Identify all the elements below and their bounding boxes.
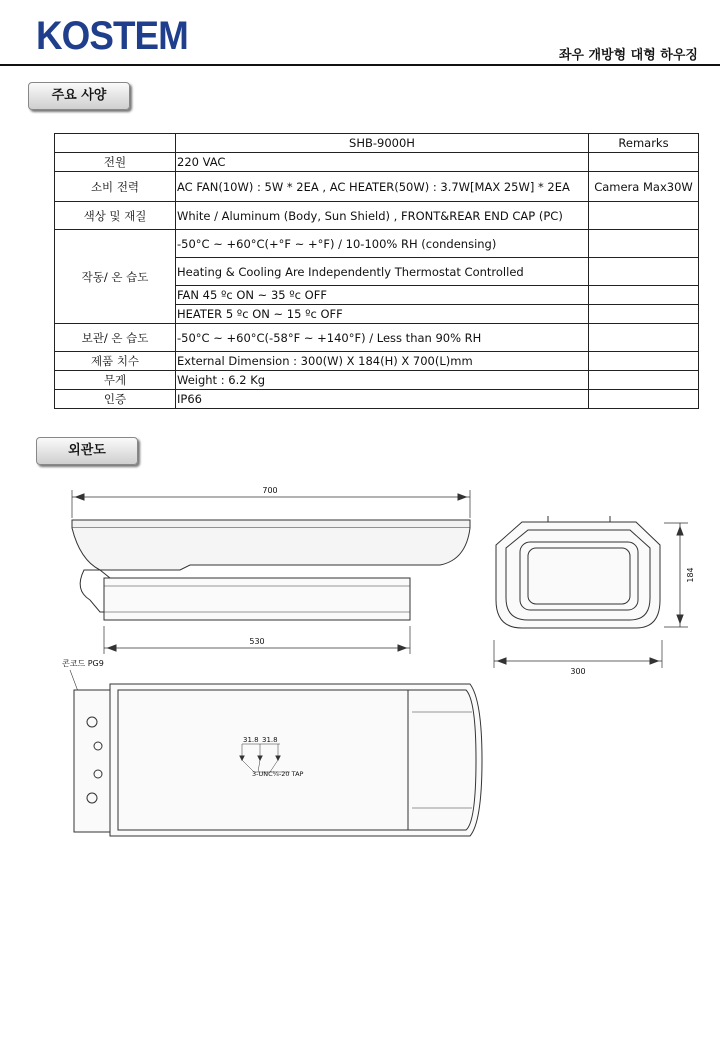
cert-value: IP66 — [176, 390, 589, 409]
tap-spacing-1: 31.8 — [243, 736, 259, 744]
storage-value: -50°C ~ +60°C(-58°F ~ +140°F) / Less than 90% RH — [176, 324, 589, 352]
power-label: 전원 — [55, 153, 176, 172]
length-dimension: 700 — [262, 486, 278, 495]
table-row — [55, 390, 699, 409]
weight-value: Weight : 6.2 Kg — [176, 371, 589, 390]
operating-line: FAN 45 ºc ON ~ 35 ºc OFF — [176, 286, 589, 305]
table-row — [55, 172, 699, 202]
side-view — [72, 486, 470, 654]
table-row — [55, 352, 699, 371]
consumption-remark: Camera Max30W — [589, 172, 699, 202]
consumption-value: AC FAN(10W) : 5W * 2EA , AC HEATER(50W) : 3.7W[MAX 25W] * 2EA — [176, 172, 589, 202]
operating-line: -50°C ~ +60°C(+°F ~ +°F) / 10-100% RH (condensing) — [176, 230, 589, 258]
cert-label: 인증 — [55, 390, 176, 409]
dimension-value: External Dimension : 300(W) X 184(H) X 700(L)mm — [176, 352, 589, 371]
bottom-view — [62, 659, 482, 836]
height-dimension: 184 — [686, 567, 695, 583]
consumption-label: 소비 전력 — [55, 172, 176, 202]
weight-label: 무게 — [55, 371, 176, 390]
storage-label: 보관/ 온 습도 — [55, 324, 176, 352]
remarks-header: Remarks — [589, 134, 699, 153]
table-row — [55, 153, 699, 172]
housing-drawing — [0, 470, 720, 850]
header-divider — [0, 64, 720, 66]
table-row — [55, 324, 699, 352]
document-title: 좌우 개방형 대형 하우징 — [558, 48, 698, 63]
spec-table — [54, 133, 699, 409]
body-length-dimension: 530 — [249, 637, 265, 646]
tap-spacing-2: 31.8 — [262, 736, 278, 744]
section-appearance-button[interactable]: 외관도 — [36, 437, 138, 465]
operating-label: 작동/ 온 습도 — [55, 230, 176, 324]
dimension-label: 제품 치수 — [55, 352, 176, 371]
material-value: White / Aluminum (Body, Sun Shield) , FRONT&REAR END CAP (PC) — [176, 202, 589, 230]
company-logo: KOSTEM — [36, 14, 188, 58]
model-header: SHB-9000H — [176, 134, 589, 153]
power-value: 220 VAC — [176, 153, 589, 172]
table-row — [55, 202, 699, 230]
width-dimension: 300 — [570, 667, 586, 676]
front-view — [494, 516, 695, 676]
gland-label: 콘코드 PG9 — [62, 659, 104, 668]
table-row — [55, 134, 699, 153]
table-row — [55, 371, 699, 390]
table-row — [55, 230, 699, 258]
material-label: 색상 및 재질 — [55, 202, 176, 230]
operating-line: Heating & Cooling Are Independently Thermostat Controlled — [176, 258, 589, 286]
section-spec-button[interactable]: 주요 사양 — [28, 82, 130, 110]
operating-line: HEATER 5 ºc ON ~ 15 ºc OFF — [176, 305, 589, 324]
tap-label: 3-UNC¼-20 TAP — [252, 770, 304, 778]
